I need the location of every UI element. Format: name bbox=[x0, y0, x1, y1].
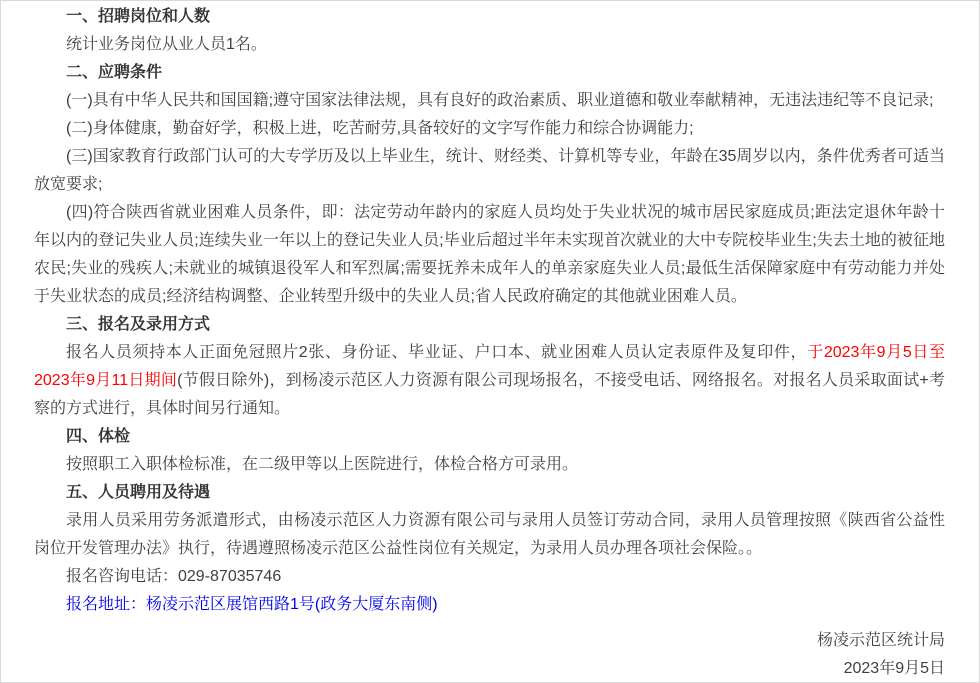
paragraph-condition-3: (三)国家教育行政部门认可的大专学历及以上毕业生，统计、财经类、计算机等专业，年龄在35周岁以内，条件优秀者可适当放宽要求; bbox=[34, 148, 945, 193]
registration-address-link[interactable]: 报名地址：杨凌示范区展馆西路1号(政务大厦东南侧) bbox=[66, 596, 438, 613]
paragraph-condition-2: (二)身体健康，勤奋好学，积极上进，吃苦耐劳,具备较好的文字写作能力和综合协调能力; bbox=[66, 120, 694, 137]
section-heading-physical-exam: 四、体检 bbox=[66, 428, 131, 445]
paragraph-address bbox=[34, 591, 945, 619]
paragraph-physical-exam: 按照职工入职体检标准，在二级甲等以上医院进行，体检合格方可录用。 bbox=[66, 456, 579, 473]
announcement-body bbox=[1, 1, 979, 683]
signature-date: 2023年9月5日 bbox=[843, 660, 945, 677]
signature-block bbox=[34, 627, 945, 683]
paragraph-phone: 报名咨询电话：029-87035746 bbox=[66, 568, 282, 585]
paragraph-employment-benefits: 录用人员采用劳务派遣形式，由杨凌示范区人力资源有限公司与录用人员签订劳动合同，录用人员管理按照《陕西省公益性岗位开发管理办法》执行，待遇遵照杨凌示范区公益性岗位有关规定，为录用人员办理各项社会保险。。 bbox=[34, 512, 945, 557]
paragraph-condition-4: (四)符合陕西省就业困难人员条件，即：法定劳动年龄内的家庭人员均处于失业状况的城市居民家庭成员;距法定退休年龄十年以内的登记失业人员;连续失业一年以上的登记失业人员;毕业后超过半年未实现首次就业的大中专院校毕业生;失去土地的被征地农民;失业的残疾人;未就业的城镇退役军人和军烈属;需要抚养未成年人的单亲家庭失业人员;最低生活保障家庭中有劳动能力并处于失业状态的成员;经济结构调整、企业转型升级中的失业人员;省人民政府确定的其他就业困难人员。 bbox=[34, 204, 945, 305]
registration-text-post: (节假日除外)，到杨凌示范区人力资源有限公司现场报名，不接受电话、网络报名。对报名人员采取面试+考察的方式进行，具体时间另行通知。 bbox=[34, 372, 945, 417]
section-heading-employment-benefits: 五、人员聘用及待遇 bbox=[66, 484, 211, 501]
signature-organization: 杨凌示范区统计局 bbox=[816, 632, 945, 649]
section-heading-requirements: 二、应聘条件 bbox=[66, 64, 163, 81]
registration-text-pre: 报名人员须持本人正面免冠照片2张、身份证、毕业证、户口本、就业困难人员认定表原件及复印件， bbox=[66, 344, 808, 361]
registration-dates-highlight: 于2023年9月5日至2023年9月11日期间 bbox=[34, 344, 945, 389]
section-heading-registration: 三、报名及录用方式 bbox=[66, 316, 211, 333]
paragraph-registration bbox=[34, 339, 945, 423]
paragraph-condition-1: (一)具有中华人民共和国国籍;遵守国家法律法规，具有良好的政治素质、职业道德和敬业奉献精神，无违法违纪等不良记录; bbox=[66, 92, 934, 109]
paragraph-position-count: 统计业务岗位从业人员1名。 bbox=[66, 36, 267, 53]
section-heading-recruit-positions: 一、招聘岗位和人数 bbox=[66, 8, 211, 25]
